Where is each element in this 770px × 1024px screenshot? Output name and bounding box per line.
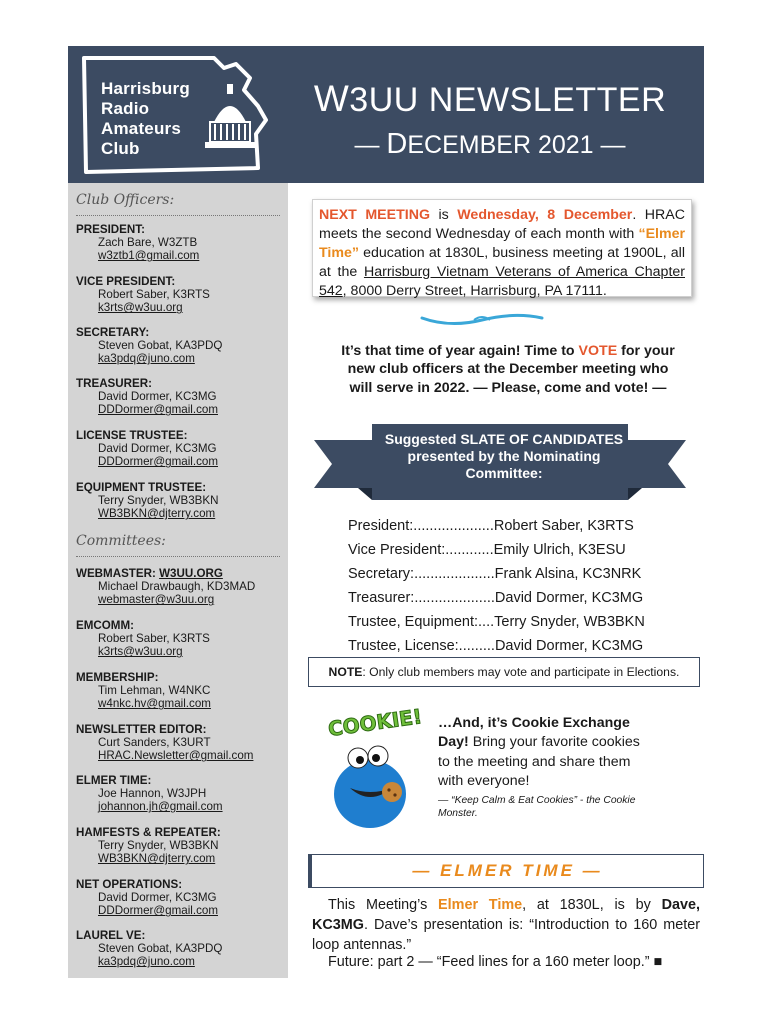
officer-entry: VICE PRESIDENT: Robert Saber, K3RTS k3rts@w3uu.org bbox=[76, 275, 282, 315]
slate-row: Treasurer:....................David Dormer, KC3MG bbox=[348, 590, 644, 606]
committee-entry: MEMBERSHIP: Tim Lehman, W4NKC w4nkc.hv@gmail.com bbox=[76, 671, 282, 711]
logo-text-line: Amateurs bbox=[101, 119, 182, 138]
committees-heading: Committees: bbox=[76, 533, 166, 549]
next-meeting-box: NEXT MEETING is Wednesday, 8 December. HRAC meets the second Wednesday of each month with “Elmer Time” education at 1830L, business meeting at 1900L, all at the Harrisburg Vietnam Veterans of America Chapter 542, 8000 Derry Street, Harrisburg, PA 17111. bbox=[312, 199, 692, 297]
email-link[interactable]: DDDormer@gmail.com bbox=[98, 455, 218, 469]
officers-heading: Club Officers: bbox=[76, 192, 175, 208]
email-link[interactable]: johannon.jh@gmail.com bbox=[98, 800, 223, 814]
club-logo bbox=[74, 50, 282, 180]
email-link[interactable]: w4nkc.hv@gmail.com bbox=[98, 697, 211, 711]
committee-entry: HAMFESTS & REPEATER: Terry Snyder, WB3BKN WB3BKN@djterry.com bbox=[76, 826, 282, 866]
officer-entry: SECRETARY: Steven Gobat, KA3PDQ ka3pdq@juno.com bbox=[76, 326, 282, 366]
email-link[interactable]: WB3BKN@djterry.com bbox=[98, 507, 216, 521]
website-link[interactable]: W3UU.ORG bbox=[159, 567, 223, 580]
slate-row: Trustee, License:.........David Dormer, KC3MG bbox=[348, 638, 644, 654]
cookie-monster-image bbox=[320, 700, 424, 832]
newsletter-title: W3UU NEWSLETTER bbox=[313, 78, 667, 119]
committee-entry: EMCOMM: Robert Saber, K3RTS k3rts@w3uu.org bbox=[76, 619, 282, 659]
sidebar bbox=[68, 183, 288, 978]
divider bbox=[76, 556, 280, 557]
logo-text-line: Club bbox=[101, 139, 140, 158]
newsletter-page bbox=[68, 46, 704, 978]
email-link[interactable]: WB3BKN@djterry.com bbox=[98, 852, 216, 866]
officer-entry: PRESIDENT: Zach Bare, W3ZTB w3ztb1@gmail.com bbox=[76, 223, 282, 263]
decorative-swirl-icon bbox=[420, 312, 544, 326]
venue-link[interactable]: Harrisburg Vietnam Veterans of America Chapter 542 bbox=[319, 264, 685, 299]
committee-entry: LAUREL VE: Steven Gobat, KA3PDQ ka3pdq@juno.com bbox=[76, 929, 282, 969]
email-link[interactable]: w3ztb1@gmail.com bbox=[98, 249, 200, 263]
slate-row: Trustee, Equipment:....Terry Snyder, WB3BKN bbox=[348, 614, 645, 630]
cookie-exchange-text: …And, it’s Cookie Exchange Day! Bring your favorite cookies to the meeting and share them with everyone! — “Keep Calm & Eat Cookies” - the Cookie Monster. bbox=[438, 714, 654, 820]
logo-text-line: Harrisburg bbox=[101, 79, 190, 98]
committee-entry: NET OPERATIONS: David Dormer, KC3MG DDDormer@gmail.com bbox=[76, 878, 282, 918]
slate-banner-text: Suggested SLATE OF CANDIDATES presented by the Nominating Committee: bbox=[384, 431, 624, 481]
elmer-time-heading: — ELMER TIME — bbox=[308, 854, 704, 888]
email-link[interactable]: ka3pdq@juno.com bbox=[98, 955, 195, 969]
voting-note: NOTE: Only club members may vote and participate in Elections. bbox=[308, 657, 700, 687]
elmer-time-body: This Meeting’s Elmer Time, at 1830L, is by Dave, KC3MG. Dave’s presentation is: “Introduction to 160 meter loop antennas.” bbox=[312, 897, 700, 953]
officer-entry: TREASURER: David Dormer, KC3MG DDDormer@gmail.com bbox=[76, 377, 282, 417]
logo-text-line: Radio bbox=[101, 99, 150, 118]
candidate-slate bbox=[348, 514, 668, 658]
email-link[interactable]: k3rts@w3uu.org bbox=[98, 645, 183, 659]
slate-row: Vice President:............Emily Ulrich, K3ESU bbox=[348, 542, 626, 558]
email-link[interactable]: webmaster@w3uu.org bbox=[98, 593, 215, 607]
email-link[interactable]: ka3pdq@juno.com bbox=[98, 352, 195, 366]
committee-entry: ELMER TIME: Joe Hannon, W3JPH johannon.jh@gmail.com bbox=[76, 774, 282, 814]
newsletter-date: — DECEMBER 2021 — bbox=[354, 128, 626, 160]
elmer-future-note: Future: part 2 — “Feed lines for a 160 meter loop.” ■ bbox=[328, 954, 663, 970]
slate-row: President:....................Robert Saber, K3RTS bbox=[348, 518, 634, 534]
vote-announcement: It’s that time of year again! Time to VOTE for your new club officers at the December meeting who will serve in 2022. — Please, come and vote! — bbox=[341, 343, 675, 396]
email-link[interactable]: k3rts@w3uu.org bbox=[98, 301, 183, 315]
email-link[interactable]: HRAC.Newsletter@gmail.com bbox=[98, 749, 254, 763]
email-link[interactable]: DDDormer@gmail.com bbox=[98, 904, 218, 918]
cookie-art-word: COOKIE! bbox=[326, 704, 424, 742]
slate-row: Secretary:....................Frank Alsina, KC3NRK bbox=[348, 566, 642, 582]
committee-entry: NEWSLETTER EDITOR: Curt Sanders, K3URT HRAC.Newsletter@gmail.com bbox=[76, 723, 282, 763]
newsletter-header bbox=[68, 46, 704, 183]
officer-entry: LICENSE TRUSTEE: David Dormer, KC3MG DDDormer@gmail.com bbox=[76, 429, 282, 469]
divider bbox=[76, 215, 280, 216]
committee-entry: WEBMASTER: W3UU.ORG Michael Drawbaugh, KD3MAD webmaster@w3uu.org bbox=[76, 567, 282, 607]
cookie-quote: — “Keep Calm & Eat Cookies” - the Cookie Monster. bbox=[438, 795, 636, 819]
officer-entry: EQUIPMENT TRUSTEE: Terry Snyder, WB3BKN WB3BKN@djterry.com bbox=[76, 481, 282, 521]
email-link[interactable]: DDDormer@gmail.com bbox=[98, 403, 218, 417]
